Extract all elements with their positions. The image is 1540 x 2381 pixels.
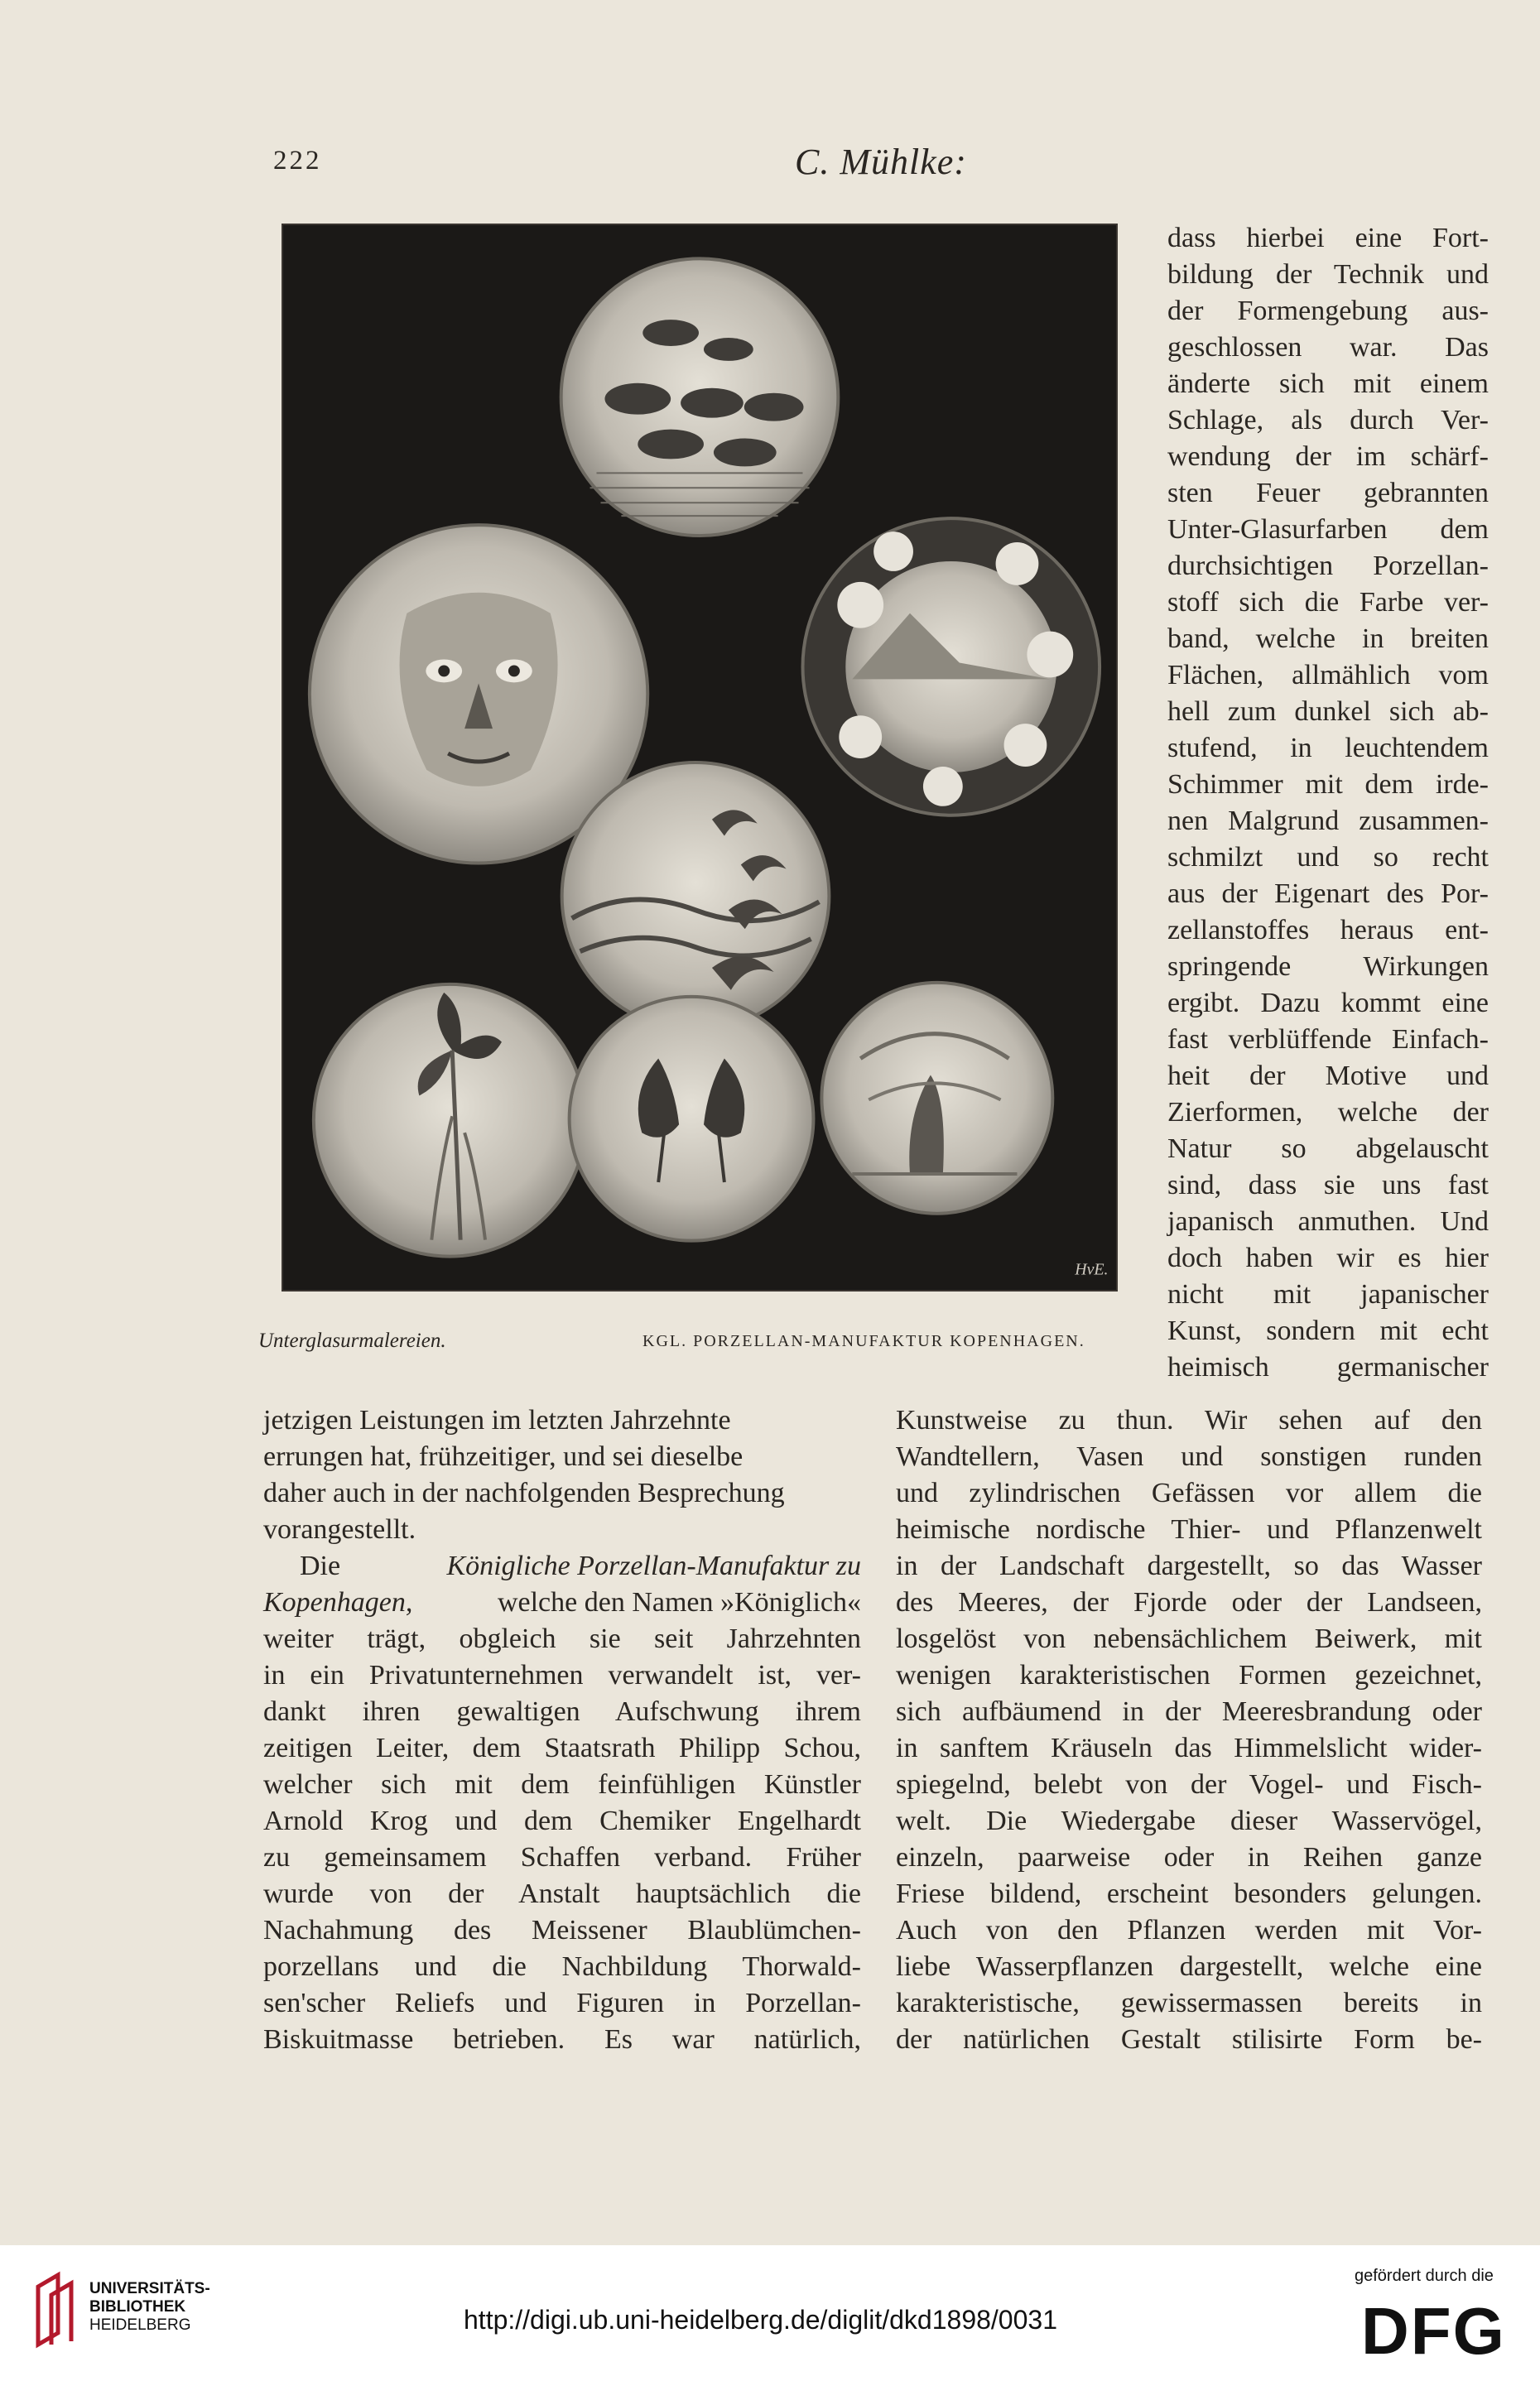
- text-line: errungen hat, frühzeitiger, und sei dieselbe: [263, 1441, 744, 1472]
- text-span: Die: [300, 1551, 341, 1581]
- side-column-text: [1167, 220, 1489, 1386]
- text-line: in der Landschaft dargestellt, so das Wasser: [896, 1551, 1482, 1581]
- library-line: UNIVERSITÄTS-: [89, 2280, 210, 2297]
- text-line: sen'scher Reliefs und Figuren in Porzellan-: [263, 1988, 861, 2018]
- text-line: jetzigen Leistungen im letzten Jahrzehnte: [263, 1405, 731, 1436]
- text-line: zu gemeinsamem Schaffen verband. Früher: [263, 1842, 861, 1873]
- plate-roosters: [570, 997, 814, 1241]
- text-line: karakteristische, gewissermassen bereits in: [896, 1988, 1482, 2018]
- text-line: der natürlichen Gestalt stilisirte Form be-: [896, 2024, 1482, 2055]
- page-number: 222: [273, 146, 322, 176]
- library-line: HEIDELBERG: [89, 2316, 191, 2334]
- artist-monogram: HvE.: [1075, 1260, 1109, 1279]
- plate-iris: [314, 984, 586, 1257]
- text-line: porzellans und die Nachbildung Thorwald-: [263, 1951, 861, 1982]
- text-line: heimische nordische Thier- und Pflanzenwelt: [896, 1514, 1482, 1545]
- plate-ducks: [561, 258, 839, 536]
- text-line: zeitigen Leiter, dem Staatsrath Philipp Schou,: [263, 1733, 861, 1763]
- text-line: Schlage, als durch Ver-: [1167, 405, 1489, 435]
- text-line: Wandtellern, Vasen und sonstigen runden: [896, 1441, 1482, 1472]
- text-line: Friese bildend, erscheint besonders gelungen.: [896, 1878, 1482, 1909]
- porcelain-plates-figure: [282, 224, 1118, 1292]
- text-line: daher auch in der nachfolgenden Besprechung: [263, 1478, 785, 1508]
- text-line: sich aufbäumend in der Meeresbrandung oder: [896, 1696, 1482, 1727]
- text-line: Biskuitmasse betrieben. Es war natürlich,: [263, 2024, 861, 2055]
- plate-waves: [562, 762, 830, 1030]
- text-line: stoff sich die Farbe ver-: [1167, 587, 1489, 618]
- text-line: band, welche in breiten: [1167, 623, 1489, 654]
- footer-bar: [0, 2245, 1540, 2381]
- text-line: welcher sich mit dem feinfühligen Künstler: [263, 1769, 861, 1800]
- text-line: welt. Die Wiedergabe dieser Wasservögel,: [896, 1806, 1482, 1836]
- library-line: BIBLIOTHEK: [89, 2298, 186, 2316]
- text-line: Nachahmung des Meissener Blaublümchen-: [263, 1915, 861, 1946]
- text-line: springende Wirkungen: [1167, 951, 1489, 982]
- text-line: Zierformen, welche der: [1167, 1097, 1489, 1128]
- text-line: nen Malgrund zusammen-: [1167, 806, 1489, 836]
- text-line: Natur so abgelauscht: [1167, 1133, 1489, 1164]
- text-line: dass hierbei eine Fort-: [1167, 223, 1489, 253]
- text-line: Arnold Krog und dem Chemiker Engelhardt: [263, 1806, 861, 1836]
- text-line: fast verblüffende Einfach-: [1167, 1024, 1489, 1055]
- figure-caption-credit: KGL. PORZELLAN-MANUFAKTUR KOPENHAGEN.: [642, 1332, 1085, 1350]
- text-line: in ein Privatunternehmen verwandelt ist, ver-: [263, 1660, 861, 1691]
- text-line: änderte sich mit einem: [1167, 368, 1489, 399]
- text-line: wendung der im schärf-: [1167, 441, 1489, 472]
- text-line: stufend, in leuchtendem: [1167, 733, 1489, 763]
- text-line: [263, 1585, 861, 1621]
- text-line: Auch von den Pflanzen werden mit Vor-: [896, 1915, 1482, 1946]
- text-line: liebe Wasserpflanzen dargestellt, welche eine: [896, 1951, 1482, 1982]
- text-line: Unter-Glasurfarben dem: [1167, 514, 1489, 545]
- text-line: und zylindrischen Gefässen vor allem die: [896, 1478, 1482, 1508]
- left-column-text: [263, 1402, 861, 2058]
- text-line: [263, 1548, 861, 1585]
- text-line: weiter trägt, obgleich sie seit Jahrzehnten: [263, 1623, 861, 1654]
- text-line: Schimmer mit dem irde-: [1167, 769, 1489, 800]
- text-line: einzeln, paarweise oder in Reihen ganze: [896, 1842, 1482, 1873]
- text-line: sten Feuer gebrannten: [1167, 478, 1489, 508]
- text-line: japanisch anmuthen. Und: [1167, 1206, 1489, 1237]
- funding-note: gefördert durch die: [1355, 2267, 1494, 2285]
- text-line: doch haben wir es hier: [1167, 1243, 1489, 1273]
- running-head: C. Mühlke:: [795, 142, 967, 182]
- text-line: vorangestellt.: [263, 1514, 416, 1545]
- plates-illustration: [283, 225, 1116, 1290]
- permalink-url[interactable]: http://digi.ub.uni-heidelberg.de/diglit/dkd1898/0031: [464, 2305, 1057, 2335]
- italic-title: Königliche Porzellan-Manufaktur zu: [446, 1551, 861, 1581]
- text-line: wenigen karakteristischen Formen gezeichnet,: [896, 1660, 1482, 1691]
- text-line: schmilzt und so recht: [1167, 842, 1489, 873]
- text-line: heimisch germanischer: [1167, 1352, 1489, 1383]
- text-line: durchsichtigen Porzellan-: [1167, 551, 1489, 581]
- text-line: aus der Eigenart des Por-: [1167, 878, 1489, 909]
- text-line: losgelöst von nebensächlichem Beiwerk, mit: [896, 1623, 1482, 1654]
- left-column-rest: [263, 1621, 861, 2058]
- text-line: in sanftem Kräuseln das Himmelslicht wider-: [896, 1733, 1482, 1763]
- text-span: welche den Namen »Königlich«: [497, 1587, 861, 1618]
- text-line: Kunst, sondern mit echt: [1167, 1316, 1489, 1346]
- text-line: des Meeres, der Fjorde oder der Landseen,: [896, 1587, 1482, 1618]
- university-library-logo-icon: [33, 2270, 86, 2350]
- plate-landscape-flowers: [803, 518, 1100, 815]
- text-line: zellanstoffes heraus ent-: [1167, 915, 1489, 945]
- right-column-text: [896, 1402, 1482, 2058]
- text-line: der Formengebung aus-: [1167, 296, 1489, 326]
- text-line: dankt ihren gewaltigen Aufschwung ihrem: [263, 1696, 861, 1727]
- text-line: spiegelnd, belebt von der Vogel- und Fisch-: [896, 1769, 1482, 1800]
- text-line: heit der Motive und: [1167, 1061, 1489, 1091]
- text-line: hell zum dunkel sich ab-: [1167, 696, 1489, 727]
- text-line: Flächen, allmählich vom: [1167, 660, 1489, 690]
- text-line: nicht mit japanischer: [1167, 1279, 1489, 1310]
- text-line: bildung der Technik und: [1167, 259, 1489, 290]
- text-line: sind, dass sie uns fast: [1167, 1170, 1489, 1200]
- text-line: wurde von der Anstalt hauptsächlich die: [263, 1878, 861, 1909]
- library-name: [89, 2280, 210, 2335]
- figure-caption-title: Unterglasurmalereien.: [258, 1330, 446, 1352]
- text-line: ergibt. Dazu kommt eine: [1167, 988, 1489, 1018]
- plate-willow: [821, 983, 1052, 1214]
- text-line: Kunstweise zu thun. Wir sehen auf den: [896, 1405, 1482, 1436]
- text-line: geschlossen war. Das: [1167, 332, 1489, 363]
- dfg-logo: DFG: [1361, 2294, 1506, 2368]
- italic-title: Kopenhagen,: [263, 1587, 413, 1618]
